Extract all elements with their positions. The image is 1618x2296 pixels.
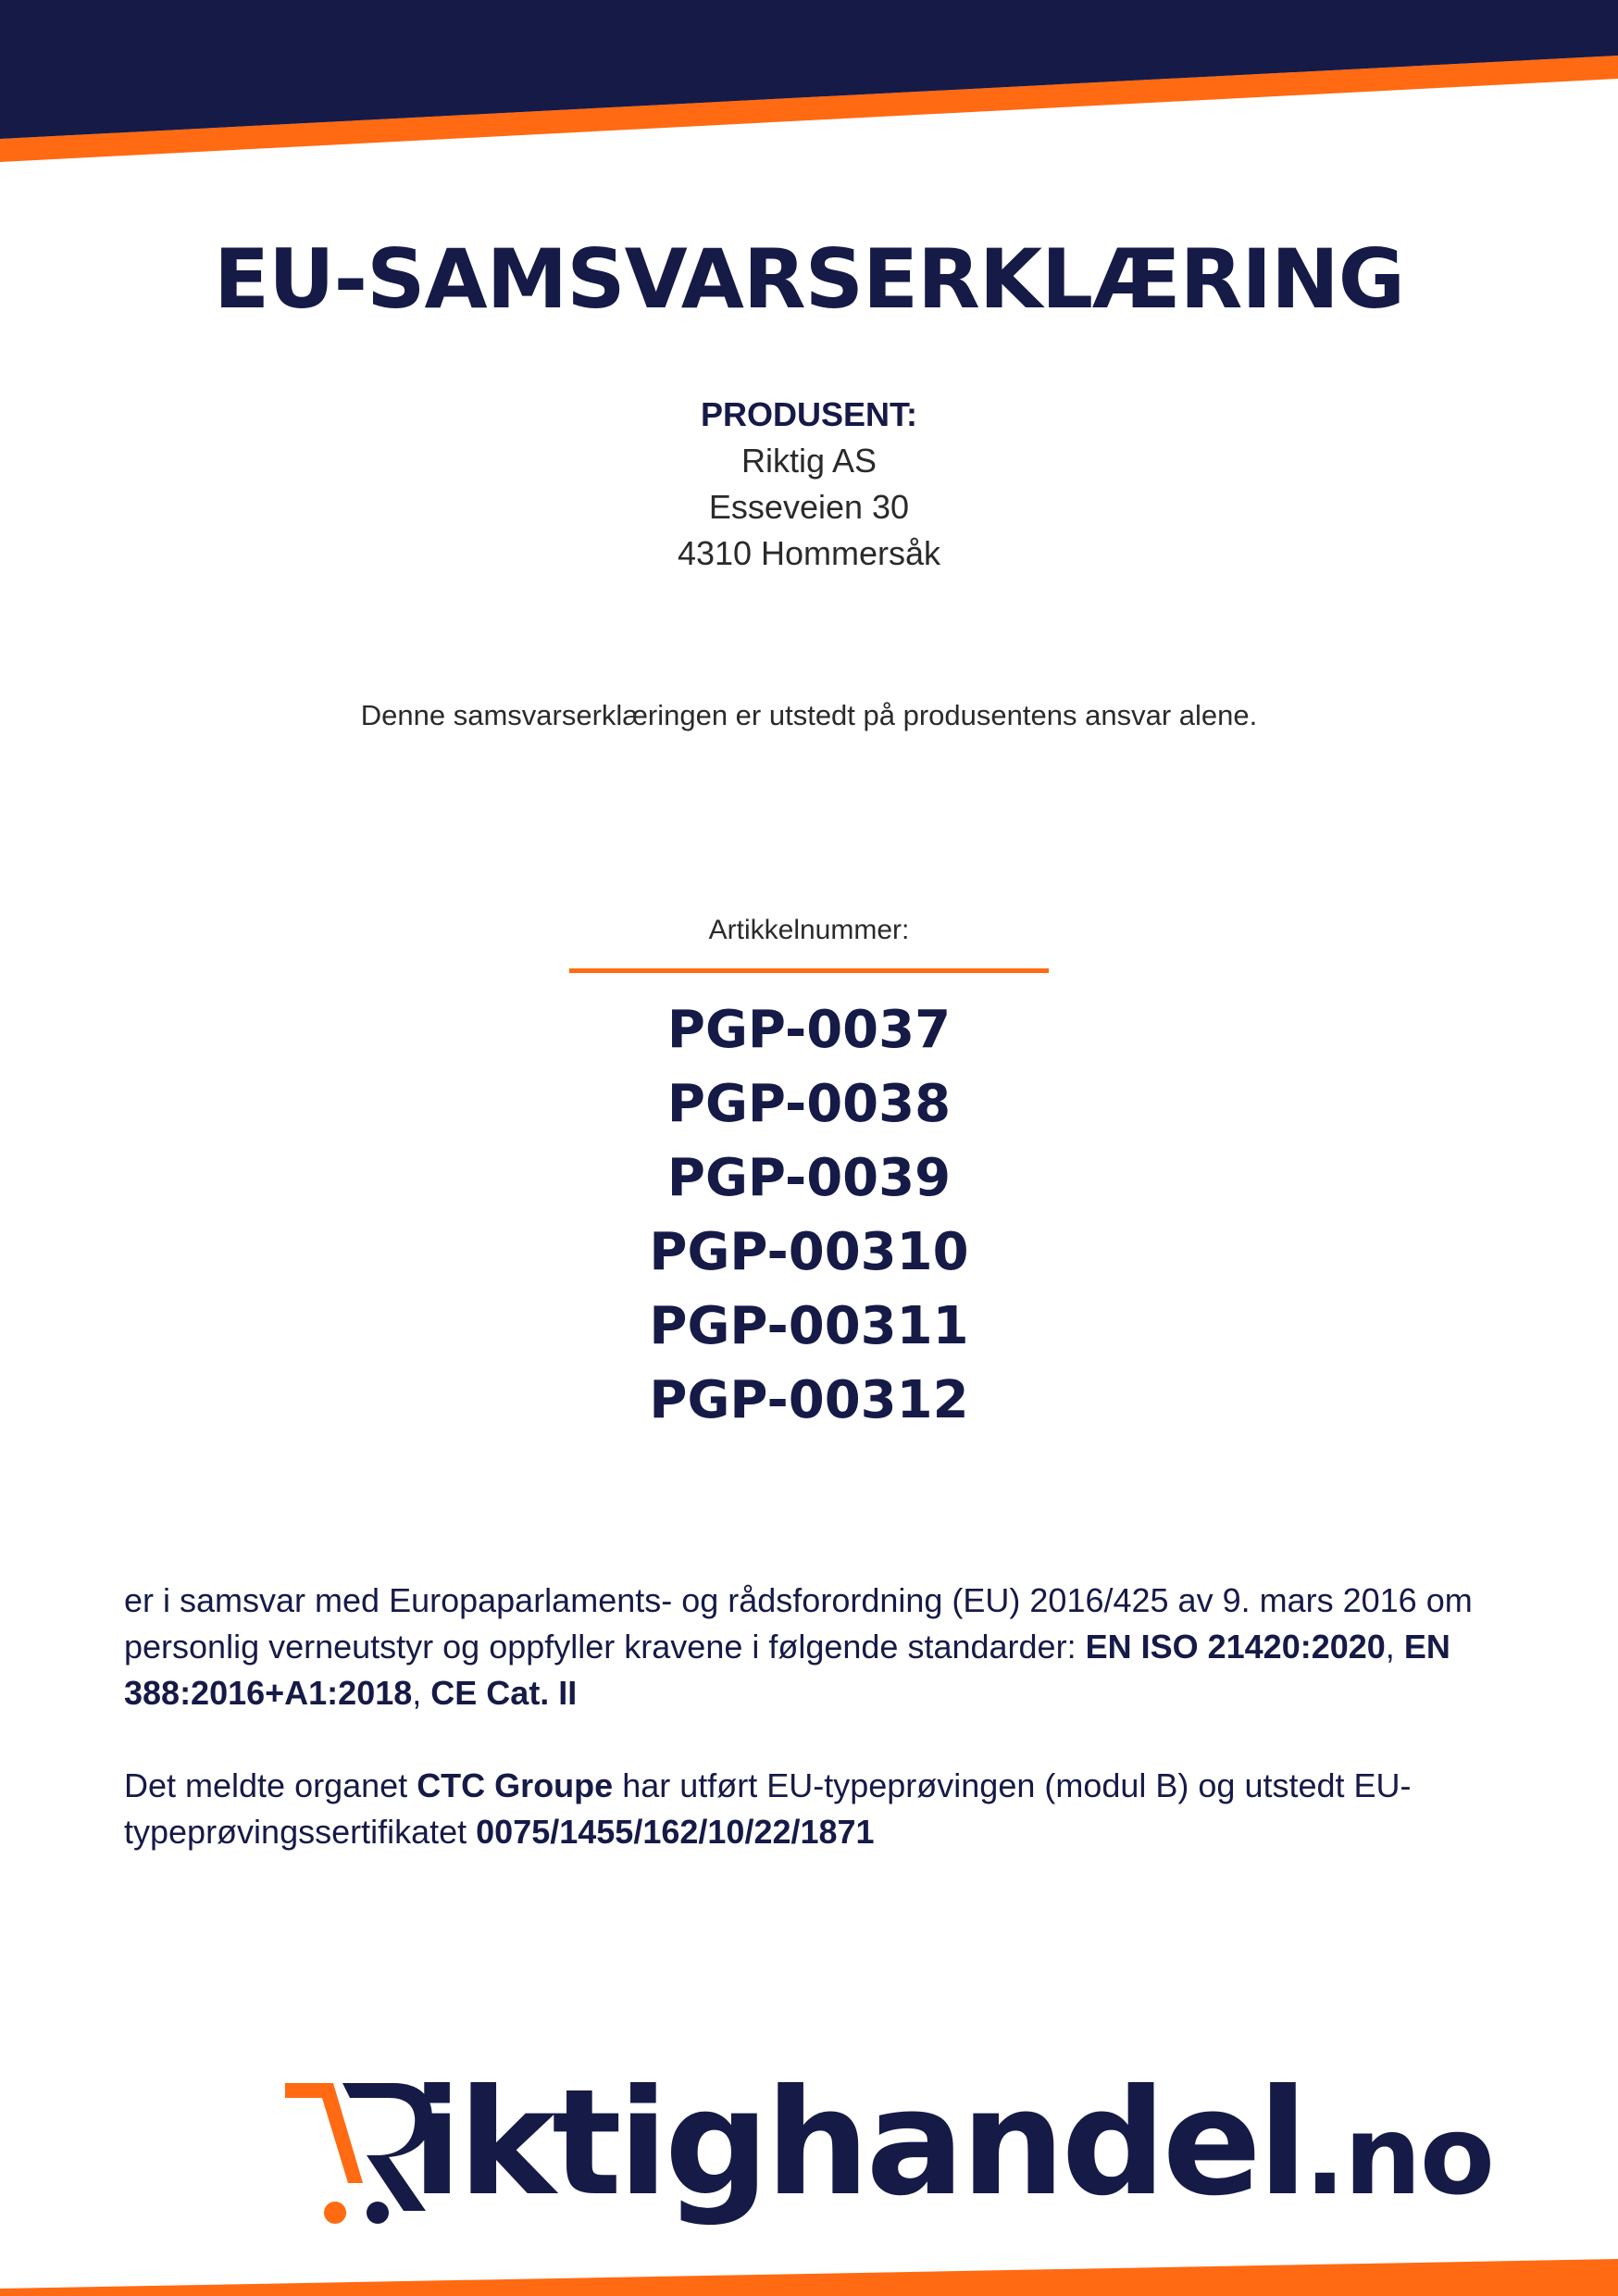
article-number: PGP-0038 bbox=[666, 1074, 952, 1134]
manufacturer-city: 4310 Hommersåk bbox=[677, 534, 941, 572]
certificate-number: 0075/1455/162/10/22/1871 bbox=[476, 1813, 875, 1851]
manufacturer-street: Esseveien 30 bbox=[708, 488, 910, 526]
conformity-paragraph bbox=[124, 1578, 1512, 1716]
standard-iso: EN ISO 21420:2020 bbox=[1085, 1628, 1386, 1666]
article-number: PGP-0037 bbox=[666, 1000, 952, 1060]
responsibility-statement: Denne samsvarserklæringen er utstedt på produsentens ansvar alene. bbox=[360, 699, 1258, 731]
article-number: PGP-00311 bbox=[649, 1296, 969, 1356]
conformity-text: er i samsvar med Europaparlaments- og rådsforordning (EU) 2016/425 av 9. mars 2016 om personlig verneutstyr og oppfyller kravene i følgende standarder: bbox=[124, 1581, 1473, 1666]
header-banner bbox=[0, 0, 1618, 162]
separator: , bbox=[412, 1674, 431, 1712]
riktighandel-logo bbox=[278, 2058, 1493, 2229]
notified-body-text: har utført EU-typeprøvingen (modul B) og utstedt EU-typeprøvingssertifikatet bbox=[124, 1766, 1412, 1851]
standard-en388: EN 388:2016+A1:2018 bbox=[124, 1628, 1450, 1712]
manufacturer-block bbox=[0, 392, 1618, 577]
article-number-label: Artikkelnummer: bbox=[708, 915, 910, 945]
footer-orange-stripe bbox=[0, 2259, 1618, 2296]
article-number: PGP-00310 bbox=[649, 1222, 969, 1282]
article-divider bbox=[569, 968, 1049, 973]
ce-category: CE Cat. II bbox=[430, 1674, 578, 1712]
manufacturer-name: Riktig AS bbox=[741, 442, 877, 480]
article-number: PGP-00312 bbox=[649, 1370, 969, 1430]
logo-text-tld: .no bbox=[1304, 2091, 1493, 2219]
page-title: EU-SAMSVARSERKLÆRING bbox=[214, 231, 1404, 327]
notified-body-paragraph bbox=[124, 1763, 1512, 1855]
logo-wordmark bbox=[412, 2058, 1493, 2234]
article-number-list bbox=[0, 993, 1618, 1438]
separator: , bbox=[1385, 1628, 1404, 1666]
declaration-body bbox=[124, 1578, 1512, 1855]
manufacturer-label: PRODUSENT: bbox=[700, 395, 918, 433]
notified-body-text: Det meldte organet bbox=[124, 1766, 417, 1804]
article-number: PGP-0039 bbox=[666, 1148, 952, 1208]
notified-body-name: CTC Groupe bbox=[417, 1766, 614, 1804]
footer-band bbox=[0, 2240, 1618, 2296]
logo-text-main: iktighandel bbox=[412, 2058, 1305, 2228]
